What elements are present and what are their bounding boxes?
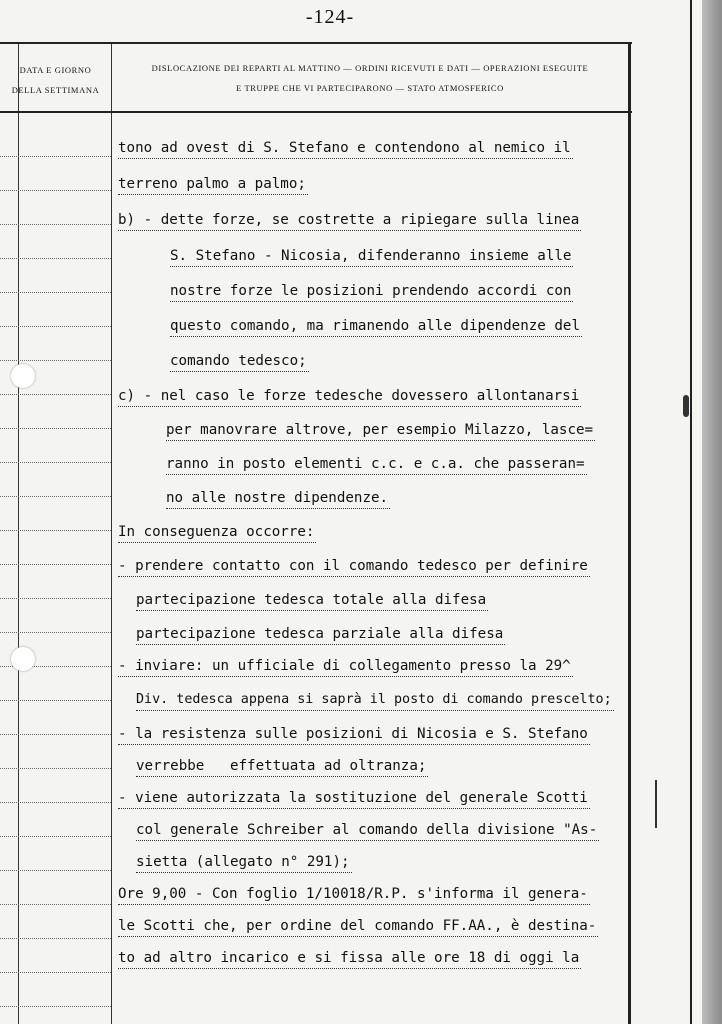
margin-column-separator xyxy=(18,44,19,1024)
text-line: terreno palmo a palmo; xyxy=(118,174,308,195)
ruled-line xyxy=(0,496,111,497)
page-number: -124- xyxy=(305,6,355,28)
punch-hole xyxy=(11,647,35,671)
ruled-line xyxy=(0,326,111,327)
text-line: ranno in posto elementi c.c. e c.a. che passeran= xyxy=(166,454,587,475)
ruled-line xyxy=(0,360,111,361)
text-line: tono ad ovest di S. Stefano e contendono al nemico il xyxy=(118,138,573,159)
ruled-line xyxy=(0,700,111,701)
header-rule xyxy=(0,111,632,113)
ruled-line xyxy=(0,462,111,463)
text-line: partecipazione tedesca totale alla difesa xyxy=(136,590,488,611)
text-line: sietta (allegato n° 291); xyxy=(136,852,352,873)
text-line: b) - dette forze, se costrette a ripiegare sulla linea xyxy=(118,210,581,231)
ruled-line xyxy=(0,802,111,803)
ruled-line xyxy=(0,768,111,769)
text-line: - prendere contatto con il comando tedesco per definire xyxy=(118,556,590,577)
margin-ink-mark xyxy=(683,395,689,417)
text-line: nostre forze le posizioni prendendo accordi con xyxy=(170,281,573,302)
date-column-separator xyxy=(111,44,112,1024)
page-binding-edge xyxy=(702,0,722,1024)
ruled-line xyxy=(0,598,111,599)
text-line: comando tedesco; xyxy=(170,351,309,372)
text-line: - viene autorizzata la sostituzione del generale Scotti xyxy=(118,788,590,809)
text-line: Div. tedesca appena si saprà il posto di comando prescelto; xyxy=(136,690,614,711)
ruled-line xyxy=(0,632,111,633)
text-line: verrebbe effettuata ad oltranza; xyxy=(136,756,428,777)
text-line: to ad altro incarico e si fissa alle ore 18 di oggi la xyxy=(118,948,581,969)
ruled-line xyxy=(0,428,111,429)
frame-right-border xyxy=(628,44,631,1024)
text-line: In conseguenza occorre: xyxy=(118,522,316,543)
ruled-line xyxy=(0,564,111,565)
text-line: - la resistenza sulle posizioni di Nicosia e S. Stefano xyxy=(118,724,590,745)
text-line: col generale Schreiber al comando della divisione "As- xyxy=(136,820,599,841)
date-header-line-1: DATA E GIORNO xyxy=(19,65,92,75)
ruled-line xyxy=(0,156,111,157)
text-line: partecipazione tedesca parziale alla difesa xyxy=(136,624,505,645)
date-header-line-2: DELLA SETTIMANA xyxy=(11,85,100,95)
text-line: le Scotti che, per ordine del comando FF.AA., è destina- xyxy=(118,916,598,937)
ruled-line xyxy=(0,734,111,735)
text-line: per manovrare altrove, per esempio Milazzo, lasce= xyxy=(166,420,595,441)
ruled-line xyxy=(0,904,111,905)
ruled-line xyxy=(0,972,111,973)
ruled-line xyxy=(0,292,111,293)
ruled-line xyxy=(0,1006,111,1007)
text-line: no alle nostre dipendenze. xyxy=(166,488,390,509)
page-edge-line xyxy=(690,0,692,1024)
ruled-line xyxy=(0,394,111,395)
ruled-line xyxy=(0,224,111,225)
text-line: questo comando, ma rimanendo alle dipendenze del xyxy=(170,316,582,337)
ruled-line xyxy=(0,836,111,837)
ruled-line xyxy=(0,530,111,531)
text-line: S. Stefano - Nicosia, difenderanno insieme alle xyxy=(170,246,573,267)
date-column-header xyxy=(0,60,111,100)
punch-hole xyxy=(11,364,35,388)
description-header-line-2: E TRUPPE CHE VI PARTECIPARONO — STATO ATMOSFERICO xyxy=(236,83,504,93)
ruled-line xyxy=(0,190,111,191)
text-line: c) - nel caso le forze tedesche dovessero allontanarsi xyxy=(118,386,581,407)
text-line: Ore 9,00 - Con foglio 1/10018/R.P. s'informa il genera- xyxy=(118,884,590,905)
text-line: - inviare: un ufficiale di collegamento presso la 29^ xyxy=(118,656,573,677)
ruled-line xyxy=(0,938,111,939)
ruled-line xyxy=(0,258,111,259)
ruled-line xyxy=(0,870,111,871)
margin-pencil-mark xyxy=(655,780,657,828)
description-column-header xyxy=(112,58,628,98)
description-header-line-1: DISLOCAZIONE DEI REPARTI AL MATTINO — ORDINI RICEVUTI E DATI — OPERAZIONI ESEGUITE xyxy=(151,63,589,73)
